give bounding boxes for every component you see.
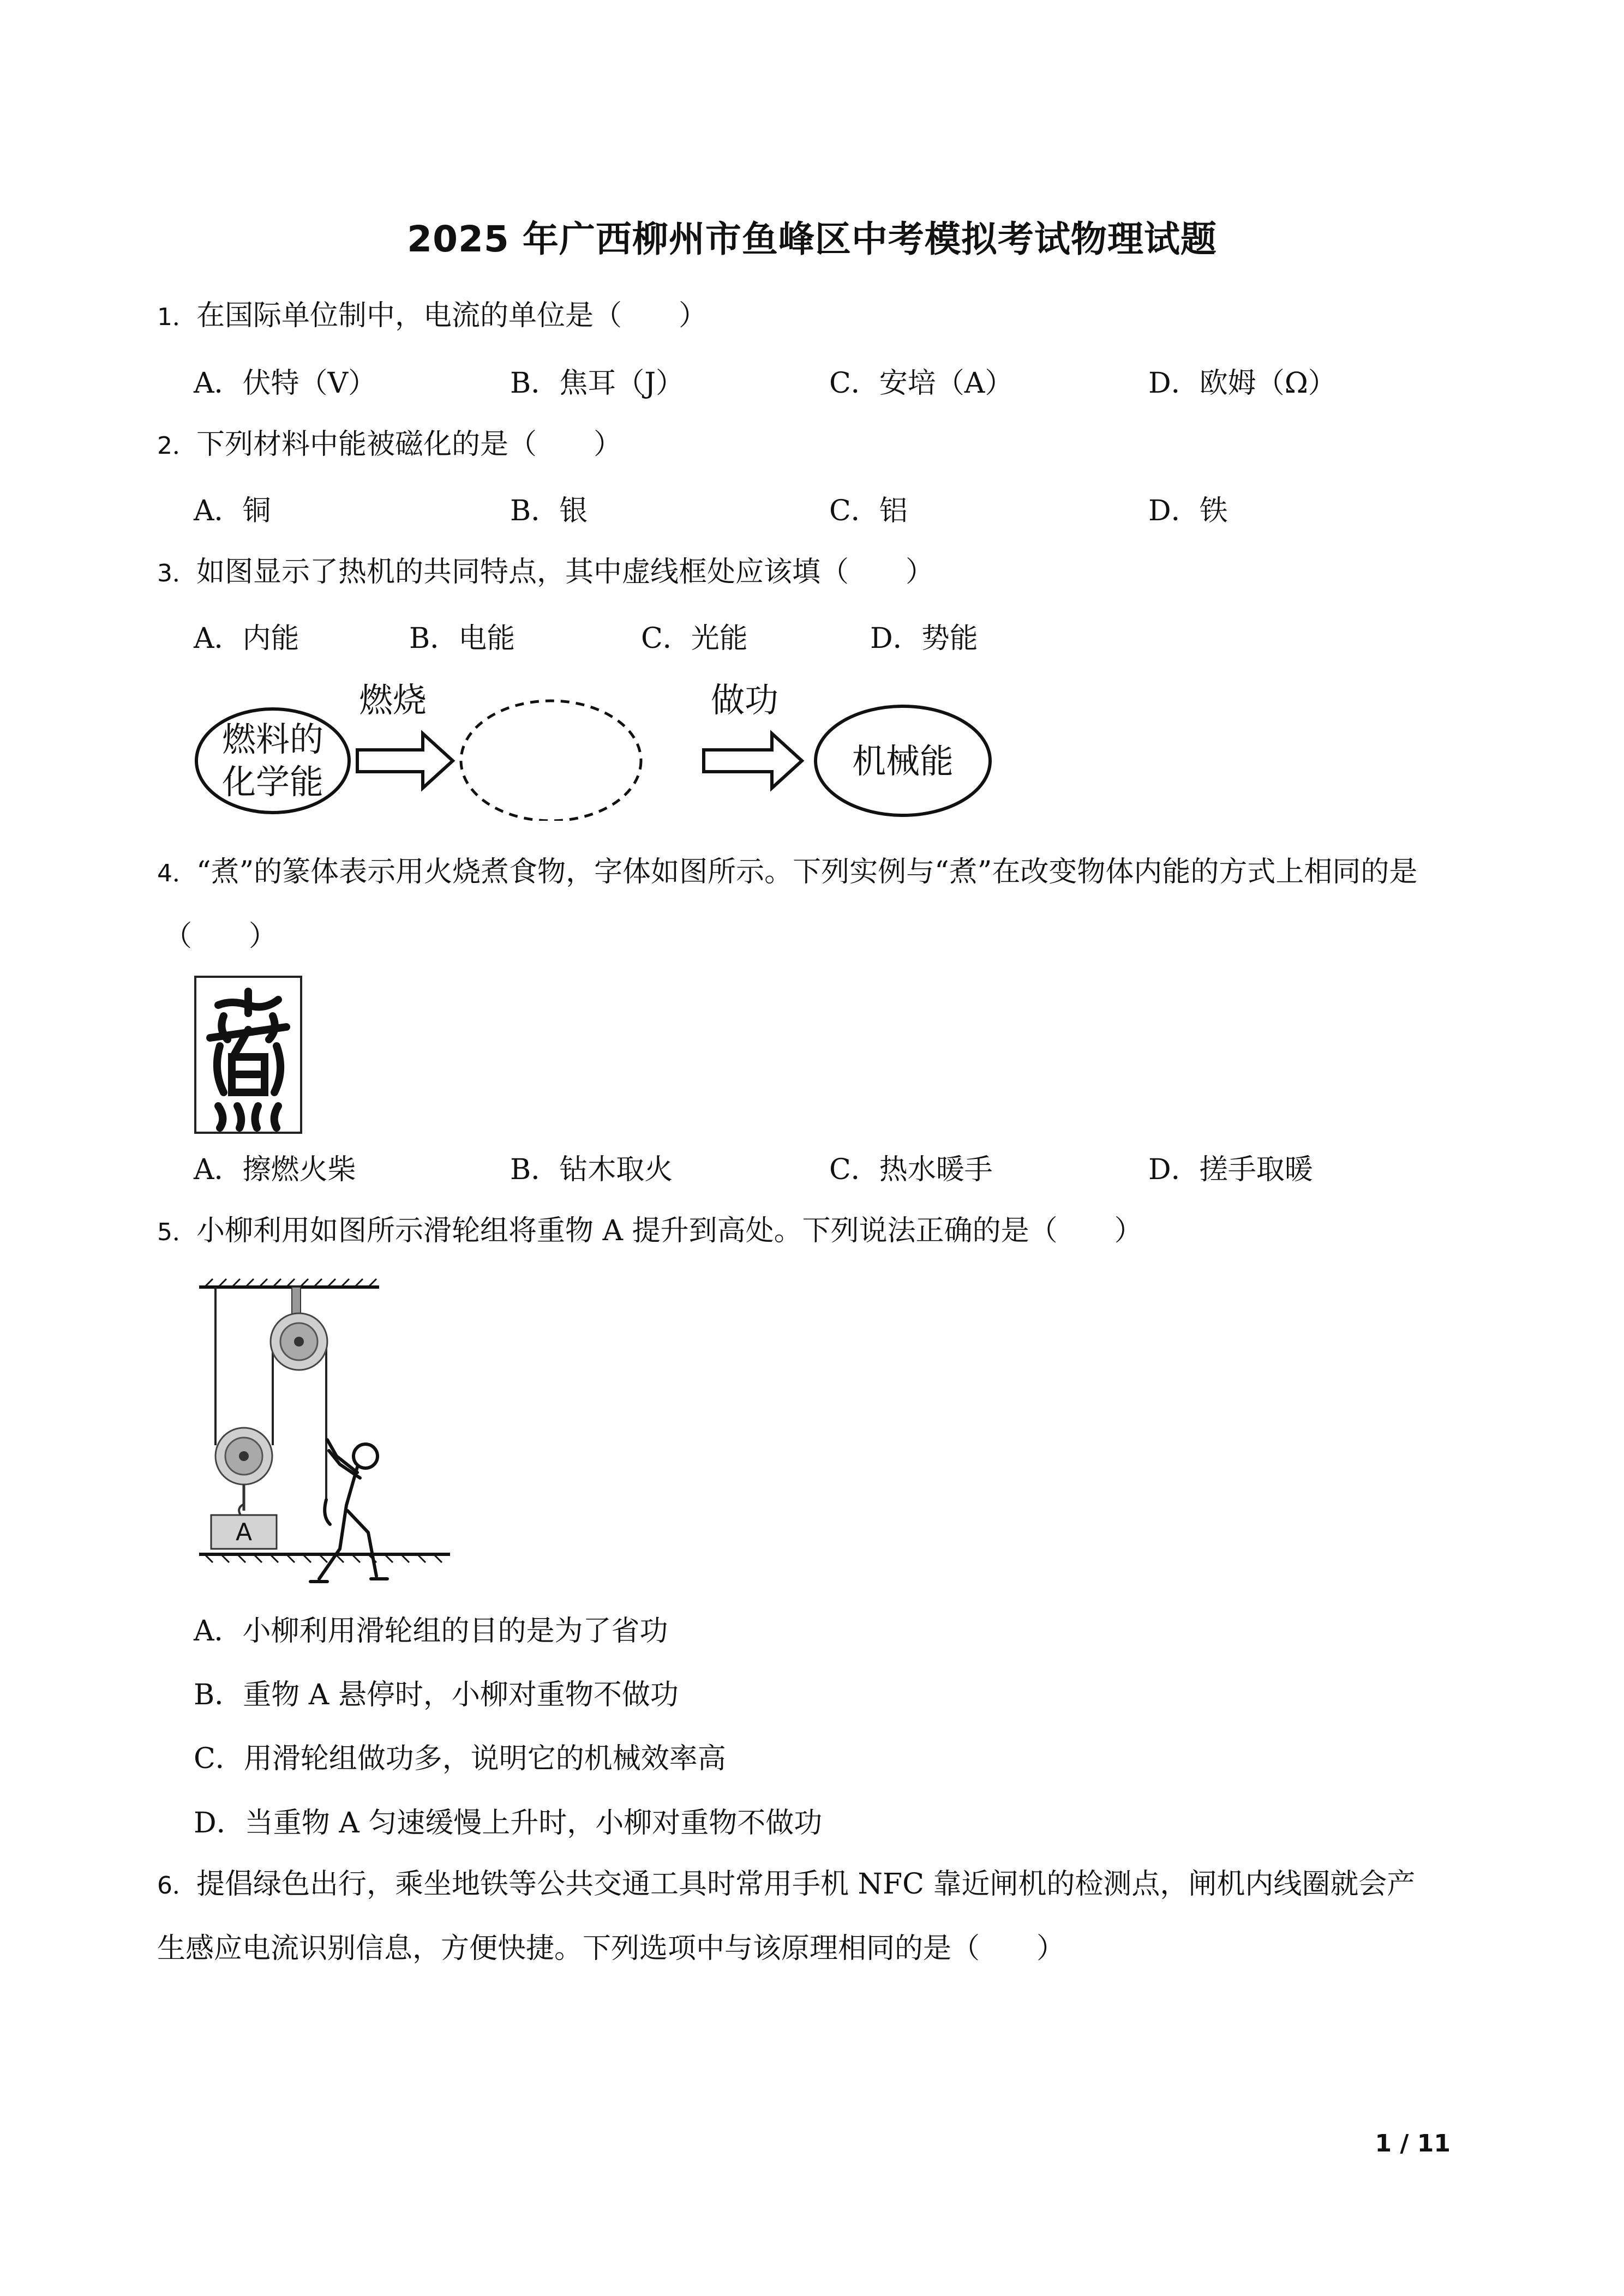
end-label: 机械能: [852, 741, 954, 781]
question-number: 1．: [157, 303, 196, 331]
question-6-line2: 生感应电流识别信息，方便快捷。下列选项中与该原理相同的是（ ）: [157, 1932, 1065, 1965]
question-number: 4．: [157, 860, 196, 887]
person-pulling-icon: [310, 1440, 387, 1582]
arrow2-icon: [704, 734, 802, 788]
question-number: 2．: [157, 432, 196, 460]
question-1: [157, 284, 1477, 350]
fixed-pulley-icon: [271, 1313, 327, 1370]
question-stem: 如图显示了热机的共同特点，其中虚线框处应该填（ ）: [196, 556, 934, 588]
question-number: 5．: [157, 1218, 196, 1246]
q4-option-a: A．擦燃火柴: [194, 1153, 356, 1186]
q2-option-c: C．铝: [829, 495, 908, 527]
arrow2-label: 做功: [710, 680, 779, 720]
start-label-line1: 燃料的: [221, 719, 324, 759]
pulley-system-image: [194, 1276, 456, 1592]
blank-dashed-ellipse: [461, 701, 641, 821]
q4-option-b: B．钻木取火: [510, 1153, 673, 1186]
movable-pulley-icon: [215, 1428, 272, 1484]
question-stem: 下列材料中能被磁化的是（ ）: [196, 428, 622, 461]
page-number: 1 / 11: [1375, 2130, 1451, 2157]
q1-option-b: B．焦耳（J）: [510, 367, 685, 400]
q2-option-d: D．铁: [1148, 495, 1228, 527]
q1-option-d: D．欧姆（Ω）: [1148, 367, 1337, 400]
question-number: 3．: [157, 560, 196, 587]
question-stem: 在国际单位制中，电流的单位是（ ）: [196, 299, 708, 332]
q5-option-b: B．重物 A 悬停时，小柳对重物不做功: [194, 1679, 679, 1711]
q5-option-c: C．用滑轮组做功多，说明它的机械效率高: [194, 1742, 726, 1775]
question-stem: “煮”的篆体表示用火烧煮食物，字体如图所示。下列实例与“煮”在改变物体内能的方式上相同的是: [196, 856, 1418, 888]
q1-option-a: A．伏特（V）: [194, 367, 377, 400]
page-title: 2025 年广西柳州市鱼峰区中考模拟考试物理试题: [407, 218, 1217, 260]
question-5: [157, 1199, 1477, 1265]
q4-option-c: C．热水暖手: [829, 1153, 993, 1186]
q3-option-b: B．电能: [409, 622, 516, 655]
q5-option-a: A．小柳利用滑轮组的目的是为了省功: [194, 1615, 668, 1648]
q1-option-c: C．安培（A）: [829, 367, 1014, 400]
q3-option-a: A．内能: [194, 622, 299, 655]
q5-option-d: D．当重物 A 匀速缓慢上升时，小柳对重物不做功: [194, 1807, 823, 1840]
q3-option-d: D．势能: [870, 622, 978, 655]
question-4-blank: （ ）: [164, 920, 278, 953]
weight-a-label: A: [235, 1518, 253, 1546]
arrow1-label: 燃烧: [358, 680, 427, 720]
question-4: [157, 840, 1477, 906]
q3-option-c: C．光能: [641, 622, 748, 655]
question-2: [157, 412, 1477, 478]
arrow1-icon: [357, 734, 453, 788]
start-label-line2: 化学能: [221, 762, 324, 802]
seal-script-zhu-image: [194, 975, 303, 1134]
question-stem: 提倡绿色出行，乘坐地铁等公共交通工具时常用手机 NFC 靠近闸机的检测点，闸机内线圈就会产: [196, 1868, 1416, 1901]
question-number: 6．: [157, 1872, 196, 1900]
question-3: [157, 540, 1477, 606]
q4-option-d: D．搓手取暖: [1148, 1153, 1313, 1186]
q2-option-b: B．银: [510, 495, 588, 527]
heat-engine-diagram: [194, 679, 1001, 821]
question-stem: 小柳利用如图所示滑轮组将重物 A 提升到高处。下列说法正确的是（ ）: [196, 1215, 1143, 1247]
q2-option-a: A．铜: [194, 495, 271, 527]
question-6: [157, 1852, 1477, 1918]
